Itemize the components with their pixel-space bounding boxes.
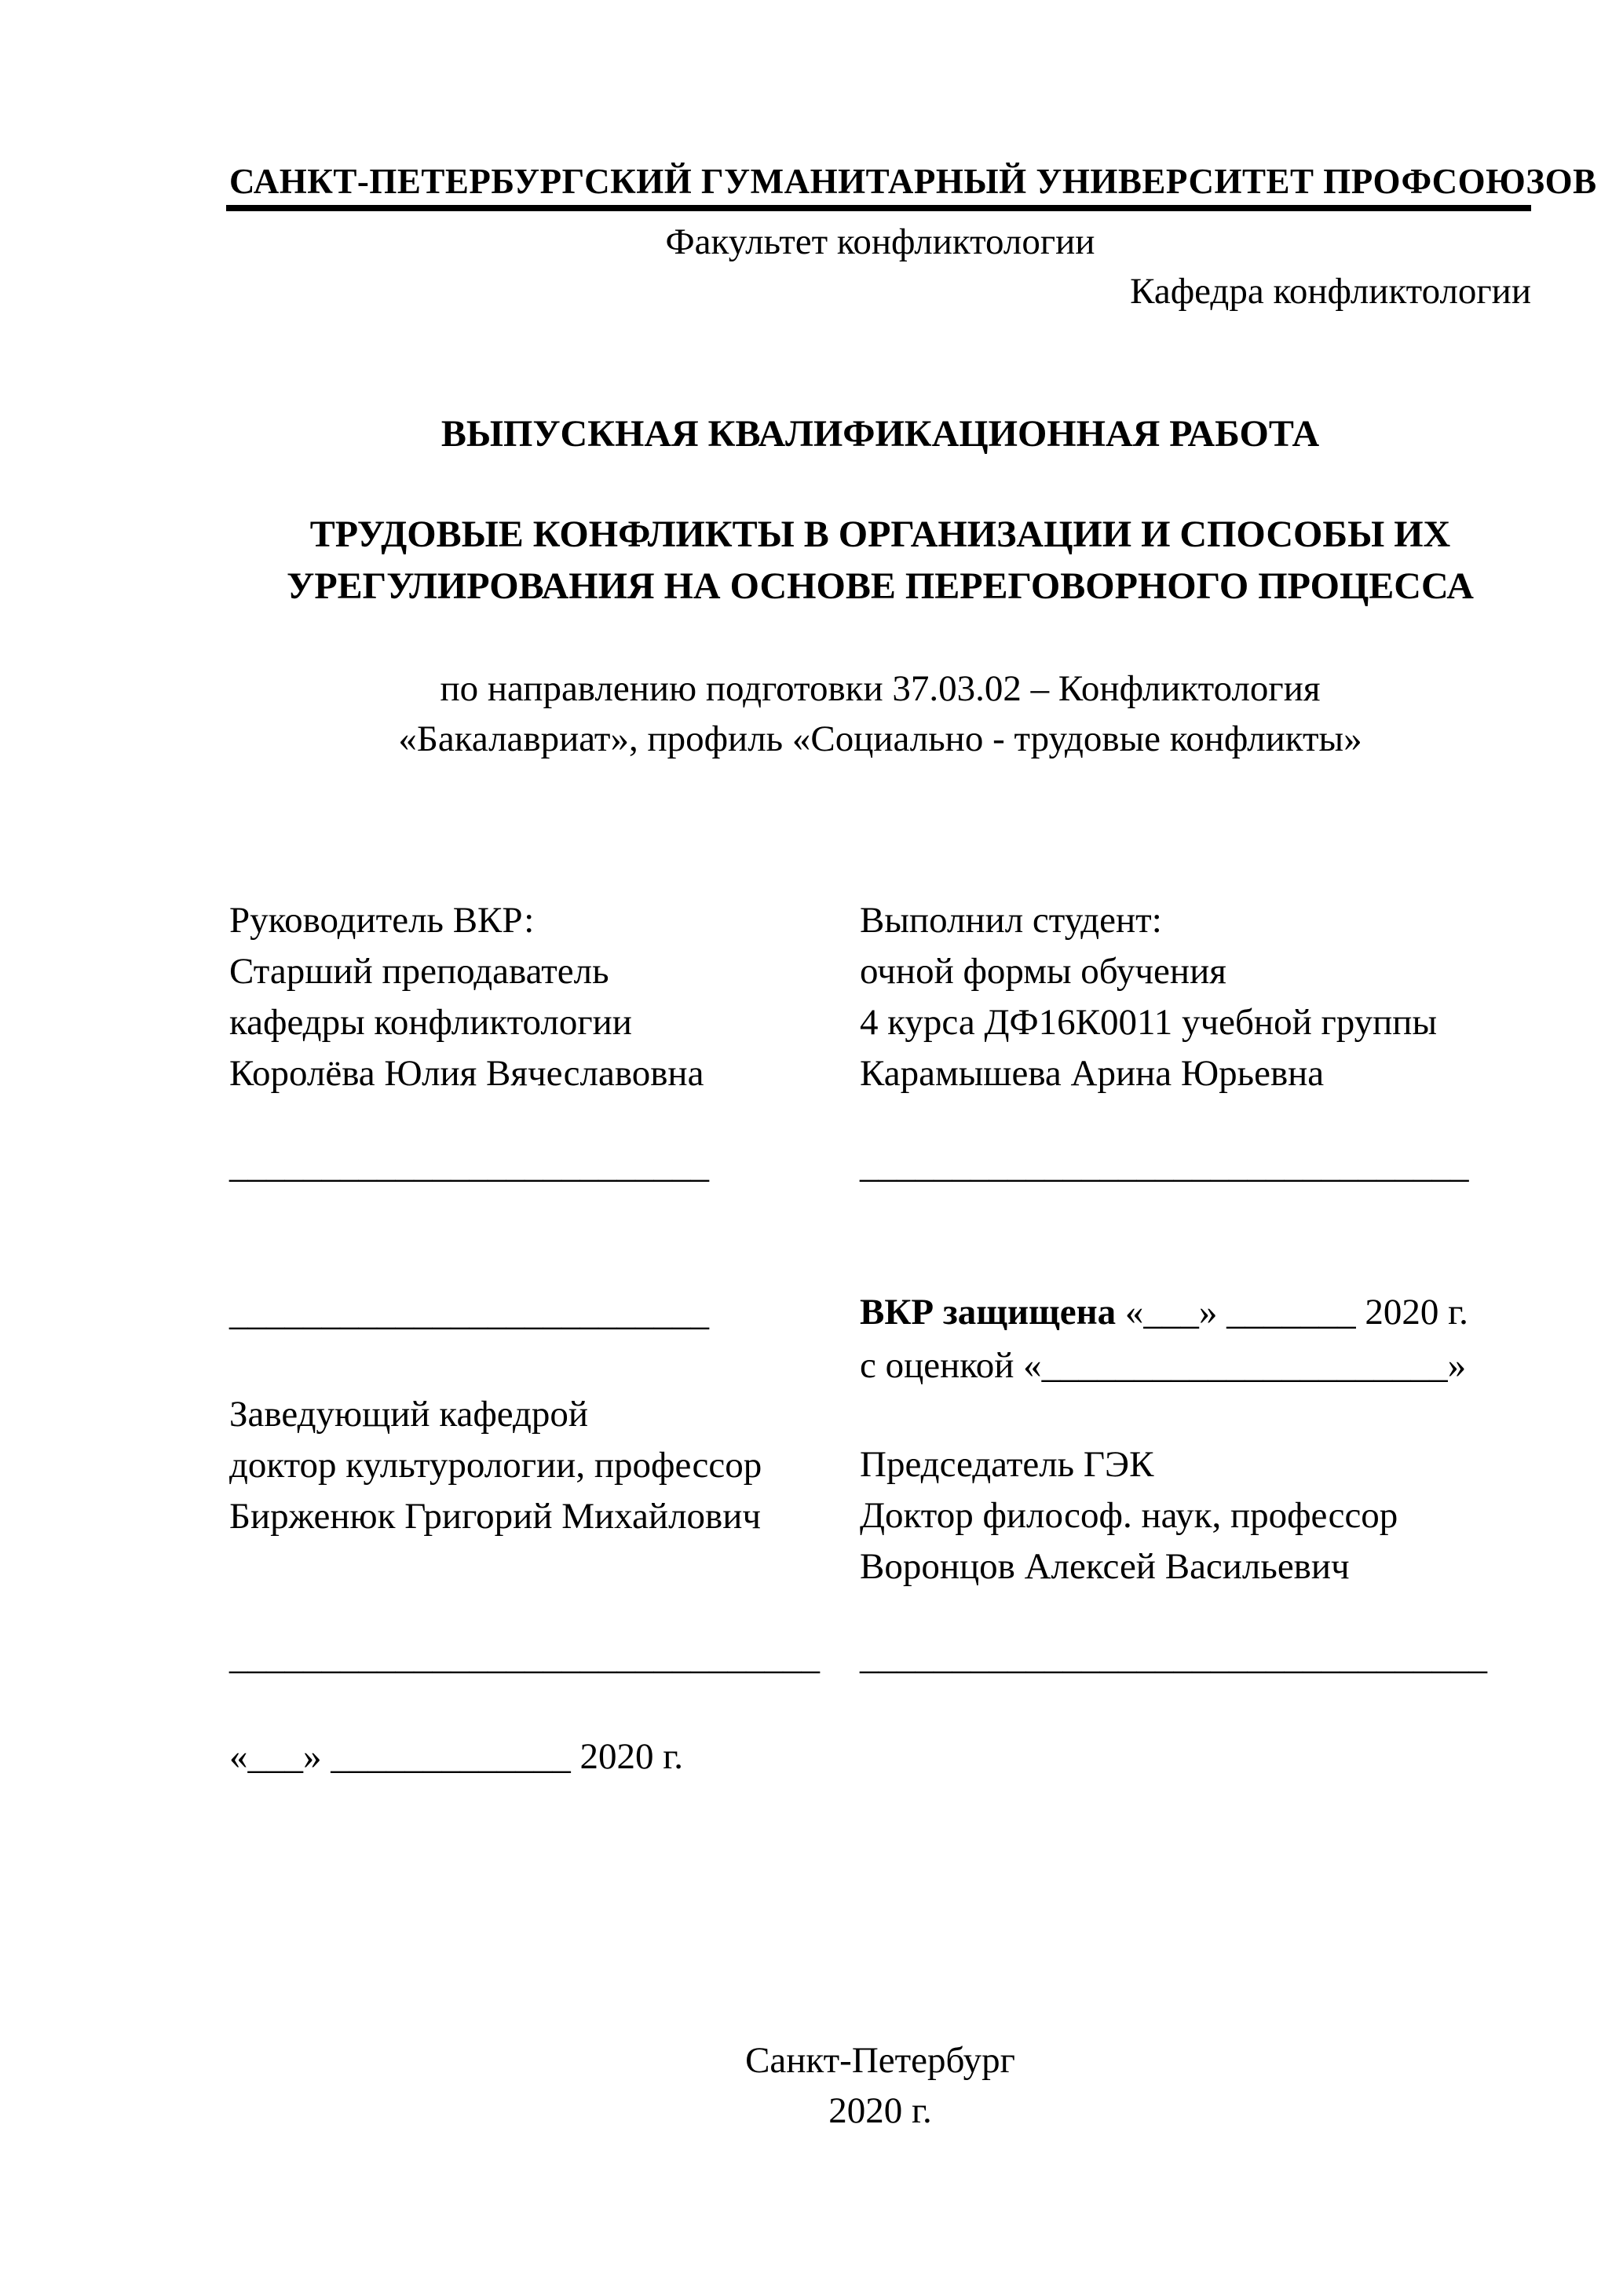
direction-line-2: «Бакалавриат», профиль «Социально - трудовые конфликты»	[398, 718, 1362, 759]
supervisor-label: Руководитель ВКР:	[229, 900, 535, 941]
department-line: Кафедра конфликтологии	[1130, 271, 1531, 312]
supervisor-signature-line-2: __________________________	[229, 1292, 709, 1333]
supervisor-position-line-1: Старший преподаватель	[229, 951, 609, 992]
supervisor-name: Королёва Юлия Вячеславовна	[229, 1053, 704, 1094]
student-signature-line: _________________________________	[860, 1145, 1469, 1186]
student-label: Выполнил студент:	[860, 900, 1162, 941]
chairman-name: Воронцов Алексей Васильевич	[860, 1546, 1350, 1587]
work-type-heading: ВЫПУСКНАЯ КВАЛИФИКАЦИОННАЯ РАБОТА	[440, 413, 1320, 455]
direction-line-1: по направлению подготовки 37.03.02 – Конфликтология	[440, 668, 1321, 709]
chairman-signature-line: __________________________________	[860, 1636, 1487, 1677]
header-rule	[226, 205, 1531, 211]
thesis-title-line-2: УРЕГУЛИРОВАНИЯ НА ОСНОВЕ ПЕРЕГОВОРНОГО ПРОЦЕССА	[287, 565, 1474, 607]
thesis-title-line-1: ТРУДОВЫЕ КОНФЛИКТЫ В ОРГАНИЗАЦИИ И СПОСОБЫ ИХ	[309, 514, 1451, 555]
student-group: 4 курса ДФ16К0011 учебной группы	[860, 1002, 1438, 1043]
head-position: доктор культурологии, профессор	[229, 1445, 762, 1486]
faculty-line: Факультет конфликтологии	[665, 221, 1095, 262]
year-line: 2020 г.	[828, 2090, 932, 2131]
head-signature-line: ________________________________	[229, 1636, 820, 1677]
thesis-title	[229, 509, 1531, 612]
department-head-block	[229, 1389, 850, 1542]
defended-line	[860, 1285, 1551, 1339]
city-line: Санкт-Петербург	[745, 2040, 1015, 2081]
grade-line: с оценкой «______________________»	[860, 1345, 1467, 1386]
head-label: Заведующий кафедрой	[229, 1394, 589, 1435]
defended-label: ВКР защищена	[860, 1292, 1117, 1333]
defended-block	[860, 1285, 1551, 1392]
head-date-line: «___» _____________ 2020 г.	[229, 1736, 683, 1777]
defended-date-blank: «___» _______ 2020 г.	[1116, 1292, 1468, 1333]
student-block	[860, 895, 1551, 1099]
student-name: Карамышева Арина Юрьевна	[860, 1053, 1325, 1094]
student-form: очной формы обучения	[860, 951, 1226, 992]
chairman-block	[860, 1439, 1551, 1592]
chairman-position: Доктор философ. наук, профессор	[860, 1495, 1398, 1536]
supervisor-block	[229, 895, 850, 1099]
supervisor-signature-line: __________________________	[229, 1145, 709, 1186]
chairman-label: Председатель ГЭК	[860, 1444, 1154, 1485]
university-title: САНКТ-ПЕТЕРБУРГСКИЙ ГУМАНИТАРНЫЙ УНИВЕРСИТЕТ ПРОФСОЮЗОВ	[229, 162, 1597, 201]
footer-block	[229, 2035, 1531, 2136]
head-name: Бирженюк Григорий Михайлович	[229, 1496, 762, 1537]
study-direction	[229, 664, 1531, 764]
supervisor-position-line-2: кафедры конфликтологии	[229, 1002, 632, 1043]
